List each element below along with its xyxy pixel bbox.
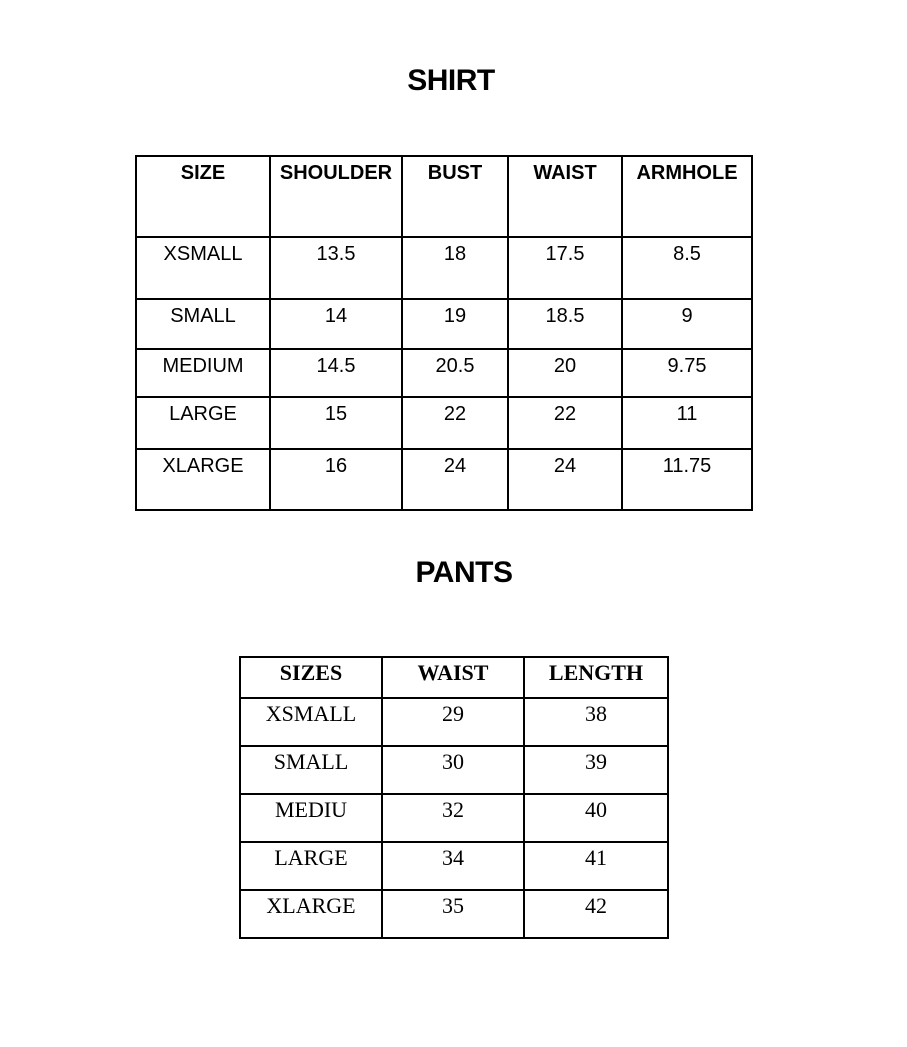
waist-cell: 35 — [382, 890, 524, 938]
table-row — [240, 746, 668, 794]
size-cell: MEDIU — [240, 794, 382, 842]
table-row — [136, 299, 752, 349]
armhole-cell: 11.75 — [622, 449, 752, 510]
column-header-waist: WAIST — [382, 657, 524, 698]
waist-cell: 29 — [382, 698, 524, 746]
size-cell: SMALL — [136, 299, 270, 349]
length-cell: 42 — [524, 890, 668, 938]
waist-cell: 17.5 — [508, 237, 622, 299]
size-cell: LARGE — [136, 397, 270, 449]
bust-cell: 19 — [402, 299, 508, 349]
size-cell: MEDIUM — [136, 349, 270, 397]
shoulder-cell: 13.5 — [270, 237, 402, 299]
table-row — [240, 698, 668, 746]
shirt-size-table — [135, 155, 753, 511]
table-row — [136, 449, 752, 510]
length-cell: 39 — [524, 746, 668, 794]
table-row — [136, 349, 752, 397]
size-cell: XLARGE — [240, 890, 382, 938]
table-header-row — [240, 657, 668, 698]
bust-cell: 20.5 — [402, 349, 508, 397]
column-header-armhole: ARMHOLE — [622, 156, 752, 237]
armhole-cell: 11 — [622, 397, 752, 449]
length-cell: 41 — [524, 842, 668, 890]
column-header-sizes: SIZES — [240, 657, 382, 698]
waist-cell: 18.5 — [508, 299, 622, 349]
size-cell: XSMALL — [136, 237, 270, 299]
pants-title: PANTS — [415, 556, 513, 589]
waist-cell: 30 — [382, 746, 524, 794]
waist-cell: 32 — [382, 794, 524, 842]
table-row — [240, 890, 668, 938]
waist-cell: 24 — [508, 449, 622, 510]
shoulder-cell: 16 — [270, 449, 402, 510]
size-cell: SMALL — [240, 746, 382, 794]
table-row — [240, 842, 668, 890]
pants-size-table — [239, 656, 669, 939]
size-cell: LARGE — [240, 842, 382, 890]
column-header-length: LENGTH — [524, 657, 668, 698]
size-cell: XSMALL — [240, 698, 382, 746]
waist-cell: 34 — [382, 842, 524, 890]
length-cell: 40 — [524, 794, 668, 842]
waist-cell: 20 — [508, 349, 622, 397]
shirt-title: SHIRT — [407, 64, 495, 97]
table-header-row — [136, 156, 752, 237]
column-header-size: SIZE — [136, 156, 270, 237]
length-cell: 38 — [524, 698, 668, 746]
column-header-bust: BUST — [402, 156, 508, 237]
armhole-cell: 9.75 — [622, 349, 752, 397]
table-row — [136, 397, 752, 449]
size-cell: XLARGE — [136, 449, 270, 510]
table-row — [240, 794, 668, 842]
shoulder-cell: 15 — [270, 397, 402, 449]
armhole-cell: 9 — [622, 299, 752, 349]
shoulder-cell: 14 — [270, 299, 402, 349]
bust-cell: 24 — [402, 449, 508, 510]
column-header-waist: WAIST — [508, 156, 622, 237]
shoulder-cell: 14.5 — [270, 349, 402, 397]
bust-cell: 22 — [402, 397, 508, 449]
table-row — [136, 237, 752, 299]
waist-cell: 22 — [508, 397, 622, 449]
bust-cell: 18 — [402, 237, 508, 299]
column-header-shoulder: SHOULDER — [270, 156, 402, 237]
armhole-cell: 8.5 — [622, 237, 752, 299]
